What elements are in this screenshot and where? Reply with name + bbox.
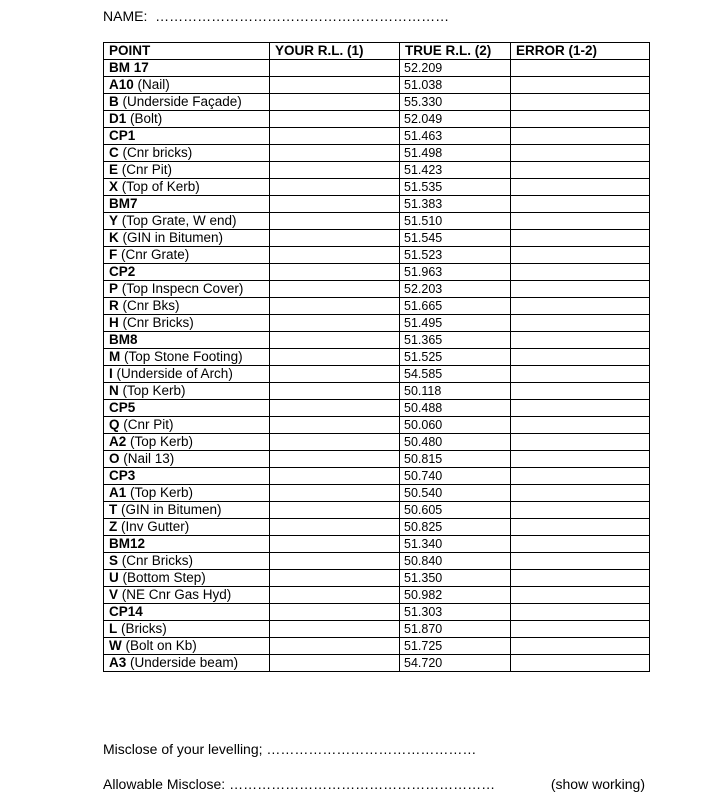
true-rl-cell: 51.870 bbox=[400, 621, 511, 638]
point-description: (Cnr Bks) bbox=[118, 298, 180, 313]
true-rl-cell: 51.535 bbox=[400, 179, 511, 196]
true-rl-cell: 50.840 bbox=[400, 553, 511, 570]
table-row bbox=[104, 128, 650, 145]
point-description: (Top Kerb) bbox=[118, 383, 186, 398]
true-rl-cell: 51.545 bbox=[400, 230, 511, 247]
point-cell bbox=[104, 111, 270, 128]
point-cell bbox=[104, 145, 270, 162]
point-code: CP2 bbox=[109, 264, 136, 279]
your-rl-cell[interactable] bbox=[270, 230, 400, 247]
point-description: (Inv Gutter) bbox=[117, 519, 190, 534]
point-code: L bbox=[109, 621, 118, 636]
table-row bbox=[104, 179, 650, 196]
your-rl-cell[interactable] bbox=[270, 621, 400, 638]
point-cell bbox=[104, 553, 270, 570]
table-row bbox=[104, 587, 650, 604]
error-cell[interactable] bbox=[511, 519, 650, 536]
point-cell bbox=[104, 281, 270, 298]
point-code: B bbox=[109, 94, 119, 109]
error-cell[interactable] bbox=[511, 536, 650, 553]
point-code: O bbox=[109, 451, 120, 466]
point-description: (Underside beam) bbox=[126, 655, 239, 670]
error-cell[interactable] bbox=[511, 111, 650, 128]
point-code: Y bbox=[109, 213, 119, 228]
true-rl-cell: 50.488 bbox=[400, 400, 511, 417]
true-rl-cell: 55.330 bbox=[400, 94, 511, 111]
name-field[interactable]: ……………………………………………………… bbox=[155, 8, 450, 24]
your-rl-cell[interactable] bbox=[270, 383, 400, 400]
your-rl-cell[interactable] bbox=[270, 213, 400, 230]
point-code: I bbox=[109, 366, 113, 381]
point-cell bbox=[104, 60, 270, 77]
allowable-misclose-line bbox=[103, 776, 649, 792]
allowable-field[interactable]: ………………………………………………… bbox=[229, 776, 496, 792]
table-row bbox=[104, 502, 650, 519]
error-cell[interactable] bbox=[511, 230, 650, 247]
your-rl-cell[interactable] bbox=[270, 553, 400, 570]
point-cell bbox=[104, 451, 270, 468]
point-cell bbox=[104, 536, 270, 553]
point-code: A1 bbox=[109, 485, 127, 500]
error-cell[interactable] bbox=[511, 638, 650, 655]
error-cell[interactable] bbox=[511, 94, 650, 111]
point-cell bbox=[104, 128, 270, 145]
show-working-note: (show working) bbox=[550, 776, 645, 792]
table-row bbox=[104, 621, 650, 638]
name-line bbox=[103, 8, 449, 24]
your-rl-cell[interactable] bbox=[270, 655, 400, 672]
point-code: K bbox=[109, 230, 119, 245]
your-rl-cell[interactable] bbox=[270, 417, 400, 434]
point-description: (Top Inspecn Cover) bbox=[118, 281, 244, 296]
point-description: (Underside Façade) bbox=[118, 94, 242, 109]
your-rl-cell[interactable] bbox=[270, 128, 400, 145]
true-rl-cell: 51.423 bbox=[400, 162, 511, 179]
point-cell bbox=[104, 587, 270, 604]
your-rl-cell[interactable] bbox=[270, 519, 400, 536]
table-row bbox=[104, 230, 650, 247]
point-code: BM8 bbox=[109, 332, 138, 347]
point-description: (GIN in Bitumen) bbox=[117, 502, 222, 517]
point-description: (Nail 13) bbox=[119, 451, 175, 466]
error-cell[interactable] bbox=[511, 247, 650, 264]
table-row bbox=[104, 366, 650, 383]
error-cell[interactable] bbox=[511, 264, 650, 281]
table-row bbox=[104, 519, 650, 536]
table-row bbox=[104, 434, 650, 451]
your-rl-cell[interactable] bbox=[270, 366, 400, 383]
point-cell bbox=[104, 162, 270, 179]
true-rl-cell: 50.480 bbox=[400, 434, 511, 451]
your-rl-cell[interactable] bbox=[270, 451, 400, 468]
error-cell[interactable] bbox=[511, 400, 650, 417]
table-row bbox=[104, 145, 650, 162]
point-cell bbox=[104, 570, 270, 587]
point-code: Q bbox=[109, 417, 120, 432]
point-description: (Underside of Arch) bbox=[112, 366, 233, 381]
error-cell[interactable] bbox=[511, 366, 650, 383]
table-row bbox=[104, 247, 650, 264]
point-code: BM12 bbox=[109, 536, 146, 551]
misclose-field[interactable]: ……………………………………… bbox=[266, 741, 477, 757]
point-cell bbox=[104, 315, 270, 332]
point-code: CP5 bbox=[109, 400, 136, 415]
error-cell[interactable] bbox=[511, 162, 650, 179]
error-cell[interactable] bbox=[511, 553, 650, 570]
point-description: (Nail) bbox=[133, 77, 170, 92]
true-rl-cell: 51.463 bbox=[400, 128, 511, 145]
point-cell bbox=[104, 417, 270, 434]
table-row bbox=[104, 298, 650, 315]
point-description: (Bolt) bbox=[126, 111, 163, 126]
error-cell[interactable] bbox=[511, 196, 650, 213]
point-cell bbox=[104, 179, 270, 196]
point-code: N bbox=[109, 383, 119, 398]
point-code: BM7 bbox=[109, 196, 138, 211]
point-code: CP1 bbox=[109, 128, 136, 143]
point-code: A2 bbox=[109, 434, 127, 449]
error-cell[interactable] bbox=[511, 332, 650, 349]
point-code: C bbox=[109, 145, 119, 160]
point-description: (Cnr Pit) bbox=[119, 417, 174, 432]
point-code: W bbox=[109, 638, 122, 653]
your-rl-cell[interactable] bbox=[270, 94, 400, 111]
true-rl-cell: 51.523 bbox=[400, 247, 511, 264]
your-rl-cell[interactable] bbox=[270, 264, 400, 281]
point-cell bbox=[104, 655, 270, 672]
error-cell[interactable] bbox=[511, 621, 650, 638]
col-header-point: POINT bbox=[104, 43, 270, 60]
point-code: V bbox=[109, 587, 119, 602]
error-cell[interactable] bbox=[511, 281, 650, 298]
your-rl-cell[interactable] bbox=[270, 502, 400, 519]
error-cell[interactable] bbox=[511, 298, 650, 315]
true-rl-cell: 50.815 bbox=[400, 451, 511, 468]
your-rl-cell[interactable] bbox=[270, 162, 400, 179]
point-cell bbox=[104, 77, 270, 94]
point-description: (Bricks) bbox=[117, 621, 167, 636]
true-rl-cell: 52.209 bbox=[400, 60, 511, 77]
your-rl-cell[interactable] bbox=[270, 400, 400, 417]
error-cell[interactable] bbox=[511, 349, 650, 366]
error-cell[interactable] bbox=[511, 77, 650, 94]
point-code: CP3 bbox=[109, 468, 136, 483]
point-code: R bbox=[109, 298, 119, 313]
error-cell[interactable] bbox=[511, 145, 650, 162]
levelling-table bbox=[103, 42, 650, 672]
error-cell[interactable] bbox=[511, 655, 650, 672]
true-rl-cell: 50.540 bbox=[400, 485, 511, 502]
your-rl-cell[interactable] bbox=[270, 281, 400, 298]
point-code: H bbox=[109, 315, 119, 330]
table-row bbox=[104, 196, 650, 213]
col-header-your-rl: YOUR R.L. (1) bbox=[270, 43, 400, 60]
table-row bbox=[104, 468, 650, 485]
true-rl-cell: 51.963 bbox=[400, 264, 511, 281]
col-header-true-rl: TRUE R.L. (2) bbox=[400, 43, 511, 60]
table-row bbox=[104, 417, 650, 434]
true-rl-cell: 51.303 bbox=[400, 604, 511, 621]
error-cell[interactable] bbox=[511, 587, 650, 604]
true-rl-cell: 50.605 bbox=[400, 502, 511, 519]
your-rl-cell[interactable] bbox=[270, 604, 400, 621]
table-row bbox=[104, 400, 650, 417]
your-rl-cell[interactable] bbox=[270, 179, 400, 196]
table-row bbox=[104, 162, 650, 179]
point-code: P bbox=[109, 281, 119, 296]
point-description: (Cnr Grate) bbox=[117, 247, 190, 262]
point-description: (Top Grate, W end) bbox=[118, 213, 237, 228]
point-description: (Cnr bricks) bbox=[118, 145, 193, 160]
table-row bbox=[104, 213, 650, 230]
your-rl-cell[interactable] bbox=[270, 468, 400, 485]
error-cell[interactable] bbox=[511, 383, 650, 400]
point-description: (GIN in Bitumen) bbox=[118, 230, 224, 245]
point-cell bbox=[104, 247, 270, 264]
point-cell bbox=[104, 434, 270, 451]
point-cell bbox=[104, 230, 270, 247]
point-cell bbox=[104, 519, 270, 536]
your-rl-cell[interactable] bbox=[270, 196, 400, 213]
true-rl-cell: 51.365 bbox=[400, 332, 511, 349]
error-cell[interactable] bbox=[511, 502, 650, 519]
true-rl-cell: 51.665 bbox=[400, 298, 511, 315]
error-cell[interactable] bbox=[511, 213, 650, 230]
true-rl-cell: 51.725 bbox=[400, 638, 511, 655]
point-code: T bbox=[109, 502, 118, 517]
error-cell[interactable] bbox=[511, 60, 650, 77]
point-code: M bbox=[109, 349, 121, 364]
point-cell bbox=[104, 94, 270, 111]
true-rl-cell: 50.825 bbox=[400, 519, 511, 536]
point-cell bbox=[104, 468, 270, 485]
table-row bbox=[104, 315, 650, 332]
table-row bbox=[104, 77, 650, 94]
point-description: (Top Stone Footing) bbox=[120, 349, 243, 364]
point-code: F bbox=[109, 247, 118, 262]
true-rl-cell: 51.510 bbox=[400, 213, 511, 230]
error-cell[interactable] bbox=[511, 451, 650, 468]
error-cell[interactable] bbox=[511, 434, 650, 451]
table-row bbox=[104, 604, 650, 621]
your-rl-cell[interactable] bbox=[270, 485, 400, 502]
true-rl-cell: 51.340 bbox=[400, 536, 511, 553]
your-rl-cell[interactable] bbox=[270, 60, 400, 77]
your-rl-cell[interactable] bbox=[270, 77, 400, 94]
true-rl-cell: 52.049 bbox=[400, 111, 511, 128]
error-cell[interactable] bbox=[511, 468, 650, 485]
true-rl-cell: 51.038 bbox=[400, 77, 511, 94]
true-rl-cell: 52.203 bbox=[400, 281, 511, 298]
point-cell bbox=[104, 383, 270, 400]
error-cell[interactable] bbox=[511, 315, 650, 332]
point-cell bbox=[104, 264, 270, 281]
point-description: (Cnr Bricks) bbox=[118, 315, 194, 330]
true-rl-cell: 50.060 bbox=[400, 417, 511, 434]
table-row bbox=[104, 60, 650, 77]
table-row bbox=[104, 264, 650, 281]
point-description: (Bolt on Kb) bbox=[121, 638, 197, 653]
table-row bbox=[104, 332, 650, 349]
your-rl-cell[interactable] bbox=[270, 638, 400, 655]
error-cell[interactable] bbox=[511, 485, 650, 502]
point-code: S bbox=[109, 553, 119, 568]
your-rl-cell[interactable] bbox=[270, 434, 400, 451]
error-cell[interactable] bbox=[511, 604, 650, 621]
point-code: CP14 bbox=[109, 604, 143, 619]
table-row bbox=[104, 281, 650, 298]
table-row bbox=[104, 94, 650, 111]
table-row bbox=[104, 655, 650, 672]
true-rl-cell: 50.740 bbox=[400, 468, 511, 485]
table-row bbox=[104, 570, 650, 587]
point-cell bbox=[104, 298, 270, 315]
point-code: X bbox=[109, 179, 119, 194]
point-description: (Top Kerb) bbox=[126, 485, 194, 500]
your-rl-cell[interactable] bbox=[270, 247, 400, 264]
table-row bbox=[104, 111, 650, 128]
your-rl-cell[interactable] bbox=[270, 315, 400, 332]
point-cell bbox=[104, 485, 270, 502]
true-rl-cell: 50.982 bbox=[400, 587, 511, 604]
your-rl-cell[interactable] bbox=[270, 145, 400, 162]
point-code: Z bbox=[109, 519, 118, 534]
point-cell bbox=[104, 366, 270, 383]
true-rl-cell: 51.498 bbox=[400, 145, 511, 162]
table-header-row bbox=[104, 43, 650, 60]
your-rl-cell[interactable] bbox=[270, 536, 400, 553]
name-label: NAME: bbox=[103, 8, 148, 24]
your-rl-cell[interactable] bbox=[270, 298, 400, 315]
table-body bbox=[104, 60, 650, 672]
error-cell[interactable] bbox=[511, 570, 650, 587]
point-cell bbox=[104, 400, 270, 417]
true-rl-cell: 51.383 bbox=[400, 196, 511, 213]
table-row bbox=[104, 349, 650, 366]
point-cell bbox=[104, 213, 270, 230]
misclose-line bbox=[103, 741, 476, 757]
true-rl-cell: 54.720 bbox=[400, 655, 511, 672]
point-code: D1 bbox=[109, 111, 127, 126]
your-rl-cell[interactable] bbox=[270, 570, 400, 587]
table-row bbox=[104, 638, 650, 655]
point-description: (Cnr Bricks) bbox=[118, 553, 194, 568]
table-row bbox=[104, 536, 650, 553]
point-cell bbox=[104, 638, 270, 655]
true-rl-cell: 51.495 bbox=[400, 315, 511, 332]
point-code: E bbox=[109, 162, 119, 177]
point-cell bbox=[104, 621, 270, 638]
your-rl-cell[interactable] bbox=[270, 332, 400, 349]
table-row bbox=[104, 383, 650, 400]
point-cell bbox=[104, 502, 270, 519]
point-code: U bbox=[109, 570, 119, 585]
point-cell bbox=[104, 196, 270, 213]
point-description: (Top of Kerb) bbox=[118, 179, 200, 194]
point-code: BM 17 bbox=[109, 60, 149, 75]
col-header-error: ERROR (1-2) bbox=[511, 43, 650, 60]
true-rl-cell: 51.525 bbox=[400, 349, 511, 366]
point-description: (NE Cnr Gas Hyd) bbox=[118, 587, 232, 602]
point-description: (Cnr Pit) bbox=[118, 162, 173, 177]
table-row bbox=[104, 553, 650, 570]
your-rl-cell[interactable] bbox=[270, 111, 400, 128]
point-code: A3 bbox=[109, 655, 127, 670]
table-row bbox=[104, 451, 650, 468]
allowable-label: Allowable Misclose: bbox=[103, 776, 226, 792]
point-description: (Top Kerb) bbox=[126, 434, 194, 449]
true-rl-cell: 54.585 bbox=[400, 366, 511, 383]
table-row bbox=[104, 485, 650, 502]
point-cell bbox=[104, 349, 270, 366]
error-cell[interactable] bbox=[511, 417, 650, 434]
point-code: A10 bbox=[109, 77, 134, 92]
misclose-label: Misclose of your levelling; bbox=[103, 741, 263, 757]
point-cell bbox=[104, 604, 270, 621]
your-rl-cell[interactable] bbox=[270, 587, 400, 604]
error-cell[interactable] bbox=[511, 128, 650, 145]
true-rl-cell: 50.118 bbox=[400, 383, 511, 400]
point-description: (Bottom Step) bbox=[118, 570, 206, 585]
true-rl-cell: 51.350 bbox=[400, 570, 511, 587]
your-rl-cell[interactable] bbox=[270, 349, 400, 366]
error-cell[interactable] bbox=[511, 179, 650, 196]
point-cell bbox=[104, 332, 270, 349]
